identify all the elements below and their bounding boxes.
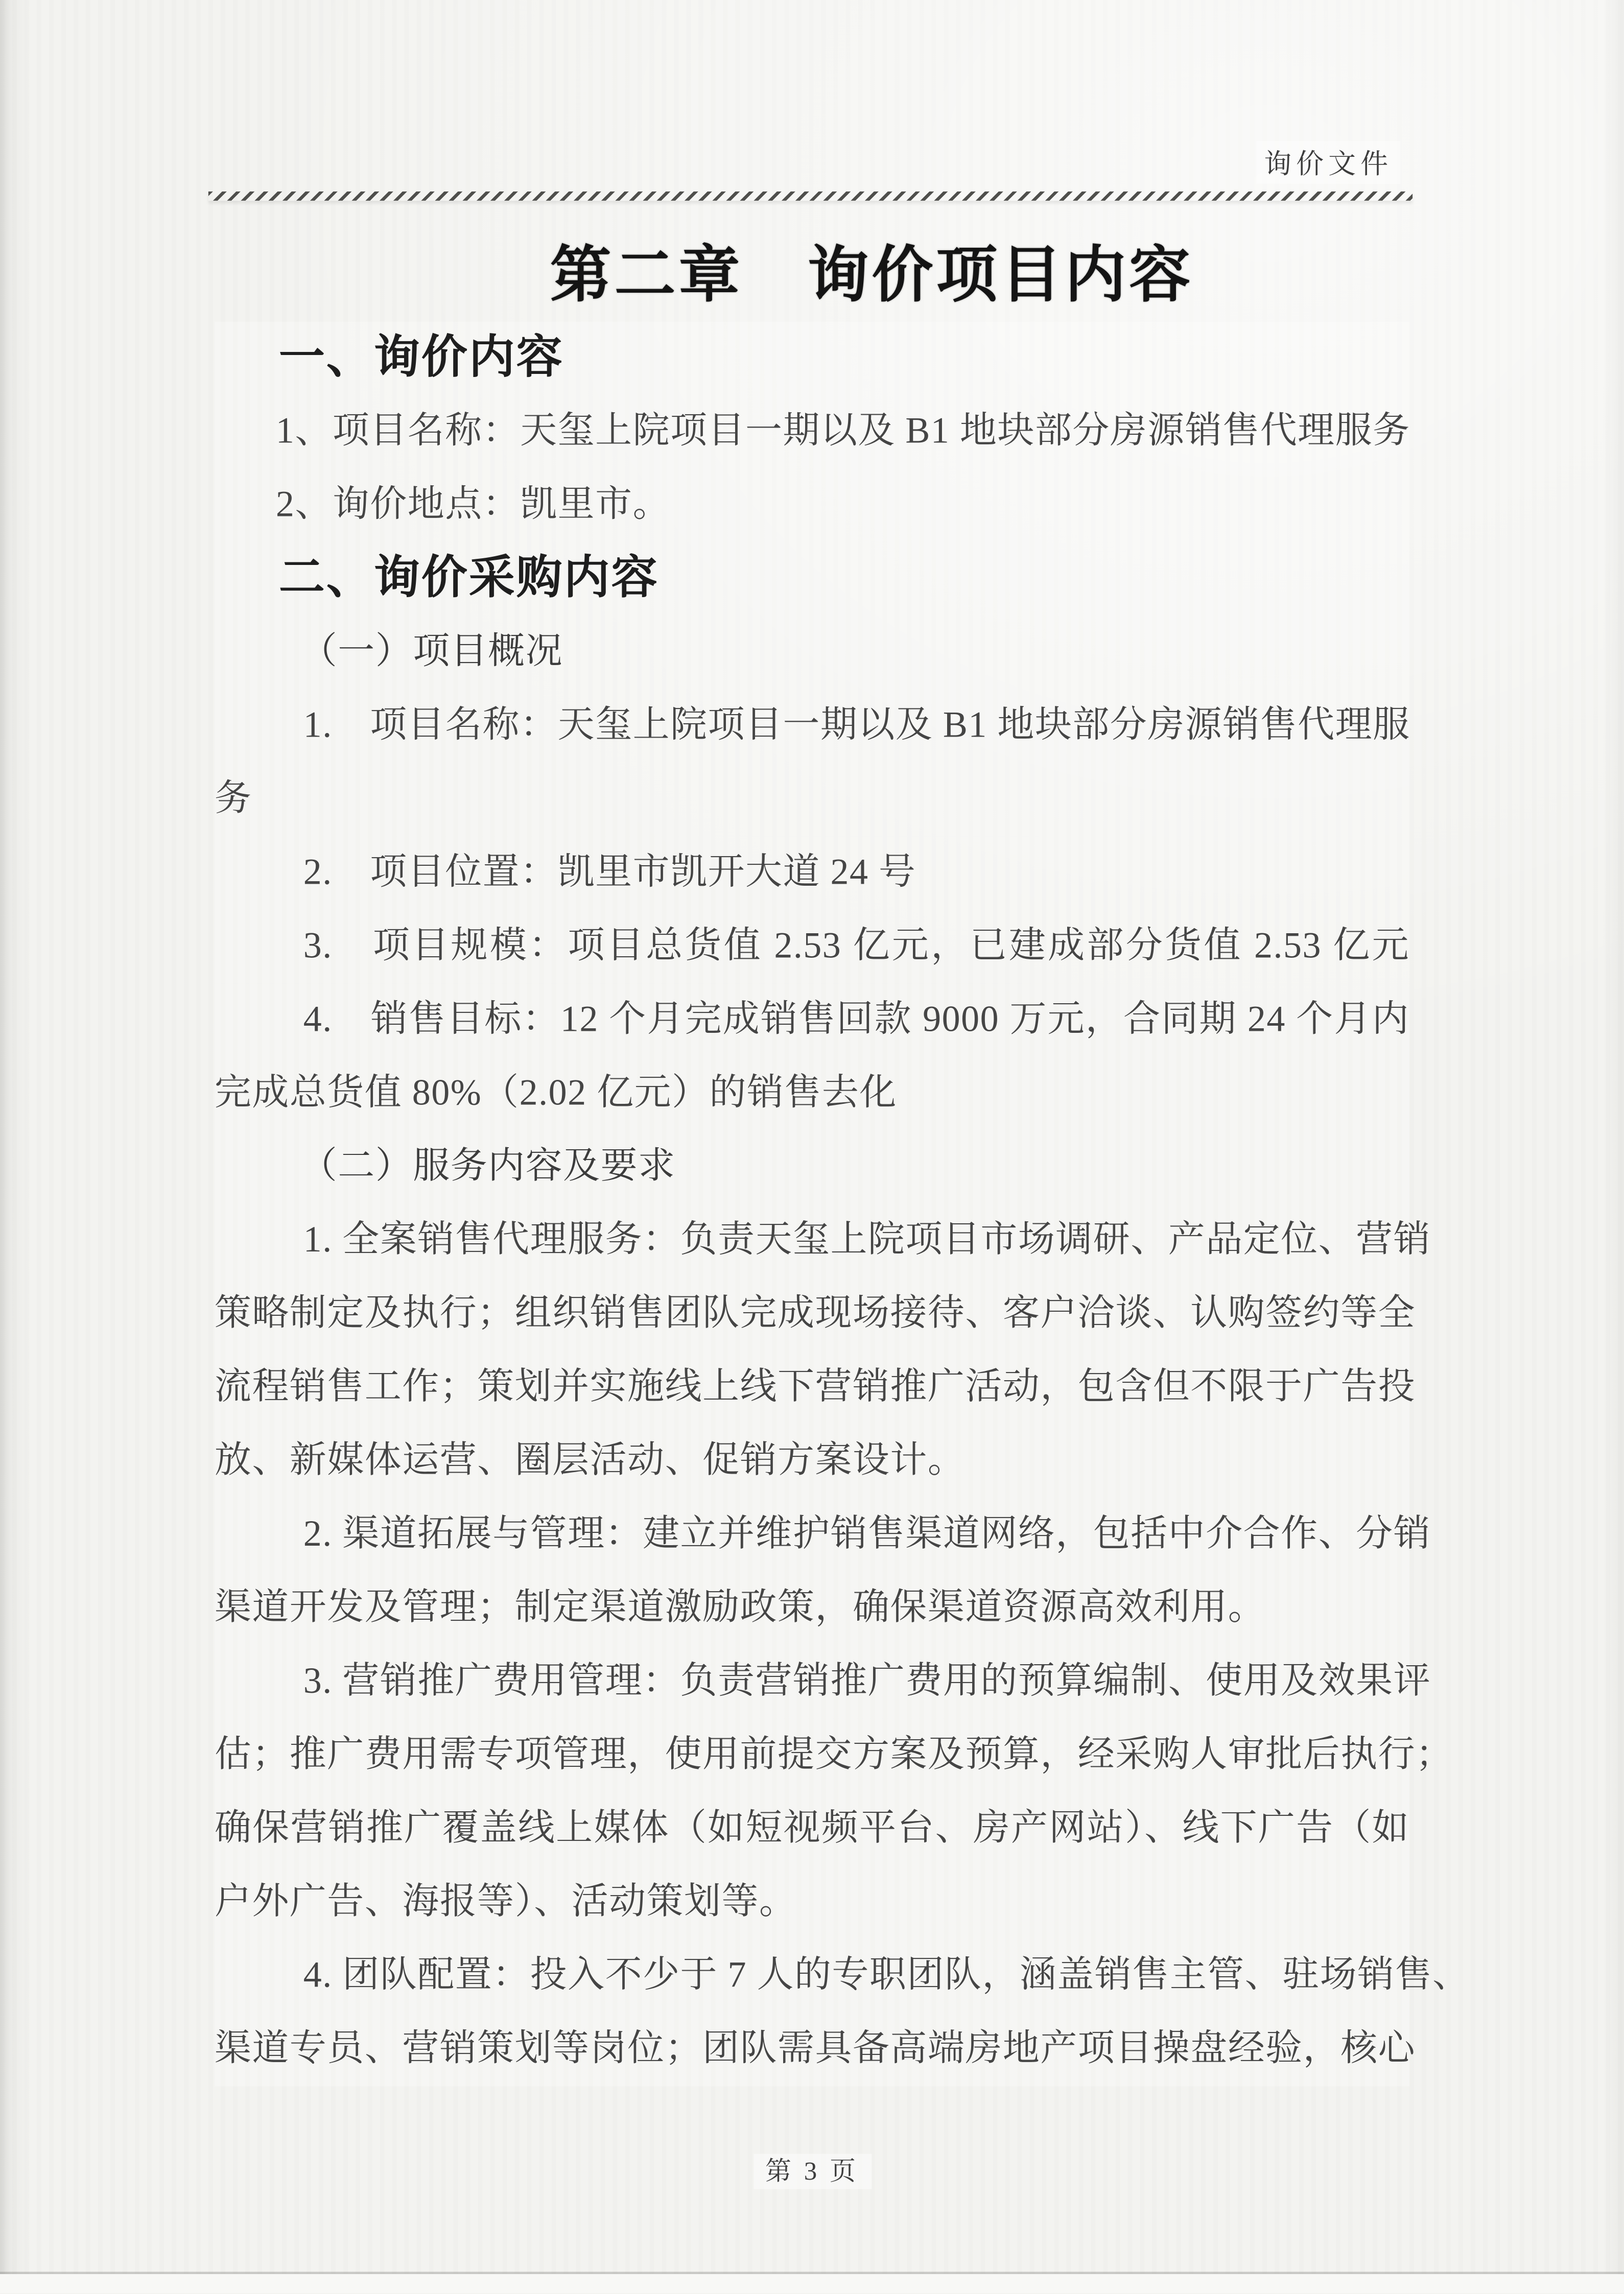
body-line: 务 — [215, 763, 1409, 837]
body-line: 估；推广费用需专项管理，使用前提交方案及预算，经采购人审批后执行； — [215, 1719, 1409, 1792]
body-line: 2. 渠道拓展与管理：建立并维护销售渠道网络，包括中介合作、分销 — [215, 1498, 1409, 1572]
body-line: 1. 全案销售代理服务：负责天玺上院项目市场调研、产品定位、营销 — [215, 1204, 1409, 1278]
body-line: 完成总货值 80%（2.02 亿元）的销售去化 — [215, 1057, 1409, 1130]
body-line: 1. 项目名称：天玺上院项目一期以及 B1 地块部分房源销售代理服 — [215, 690, 1409, 763]
subsection-heading: （二）服务内容及要求 — [215, 1130, 1409, 1204]
body-line: 户外广告、海报等）、活动策划等。 — [215, 1866, 1409, 1940]
page-footer — [0, 2145, 1624, 2200]
header-divider-rule — [208, 192, 1413, 201]
body-line: 放、新媒体运营、圈层活动、促销方案设计。 — [215, 1425, 1409, 1498]
body-line: 2. 项目位置：凯里市凯开大道 24 号 — [215, 836, 1409, 910]
section-heading: 一、询价内容 — [215, 322, 1409, 395]
header-doc-type-label: 询价文件 — [1256, 141, 1400, 184]
body-line: 流程销售工作；策划并实施线上线下营销推广活动，包含但不限于广告投 — [215, 1351, 1409, 1425]
body-line: 3. 项目规模：项目总货值 2.53 亿元，已建成部分货值 2.53 亿元 — [215, 910, 1409, 983]
section-heading: 二、询价采购内容 — [215, 542, 1409, 616]
body-line: 4. 销售目标：12 个月完成销售回款 9000 万元，合同期 24 个月内 — [215, 983, 1409, 1057]
body-line: 确保营销推广覆盖线上媒体（如短视频平台、房产网站）、线下广告（如 — [215, 1792, 1409, 1866]
body-line: 3. 营销推广费用管理：负责营销推广费用的预算编制、使用及效果评 — [215, 1645, 1409, 1719]
body-text-column — [214, 322, 1470, 2087]
chapter-title: 第二章 询价项目内容 — [550, 240, 1194, 310]
list-item: 1、项目名称：天玺上院项目一期以及 B1 地块部分房源销售代理服务 — [215, 395, 1409, 469]
body-line: 策略制定及执行；组织销售团队完成现场接待、客户洽谈、认购签约等全 — [215, 1278, 1409, 1351]
page-bottom-edge — [0, 2272, 1624, 2293]
body-line: 渠道专员、营销策划等岗位；团队需具备高端房地产项目操盘经验，核心 — [215, 2013, 1409, 2087]
subsection-heading: （一）项目概况 — [215, 616, 1409, 690]
body-line: 渠道开发及管理；制定渠道激励政策，确保渠道资源高效利用。 — [215, 1572, 1409, 1645]
list-item: 2、询价地点：凯里市。 — [215, 469, 1409, 542]
page-number: 第 3 页 — [753, 2154, 871, 2189]
body-line: 4. 团队配置：投入不少于 7 人的专职团队，涵盖销售主管、驻场销售、 — [215, 1940, 1409, 2013]
